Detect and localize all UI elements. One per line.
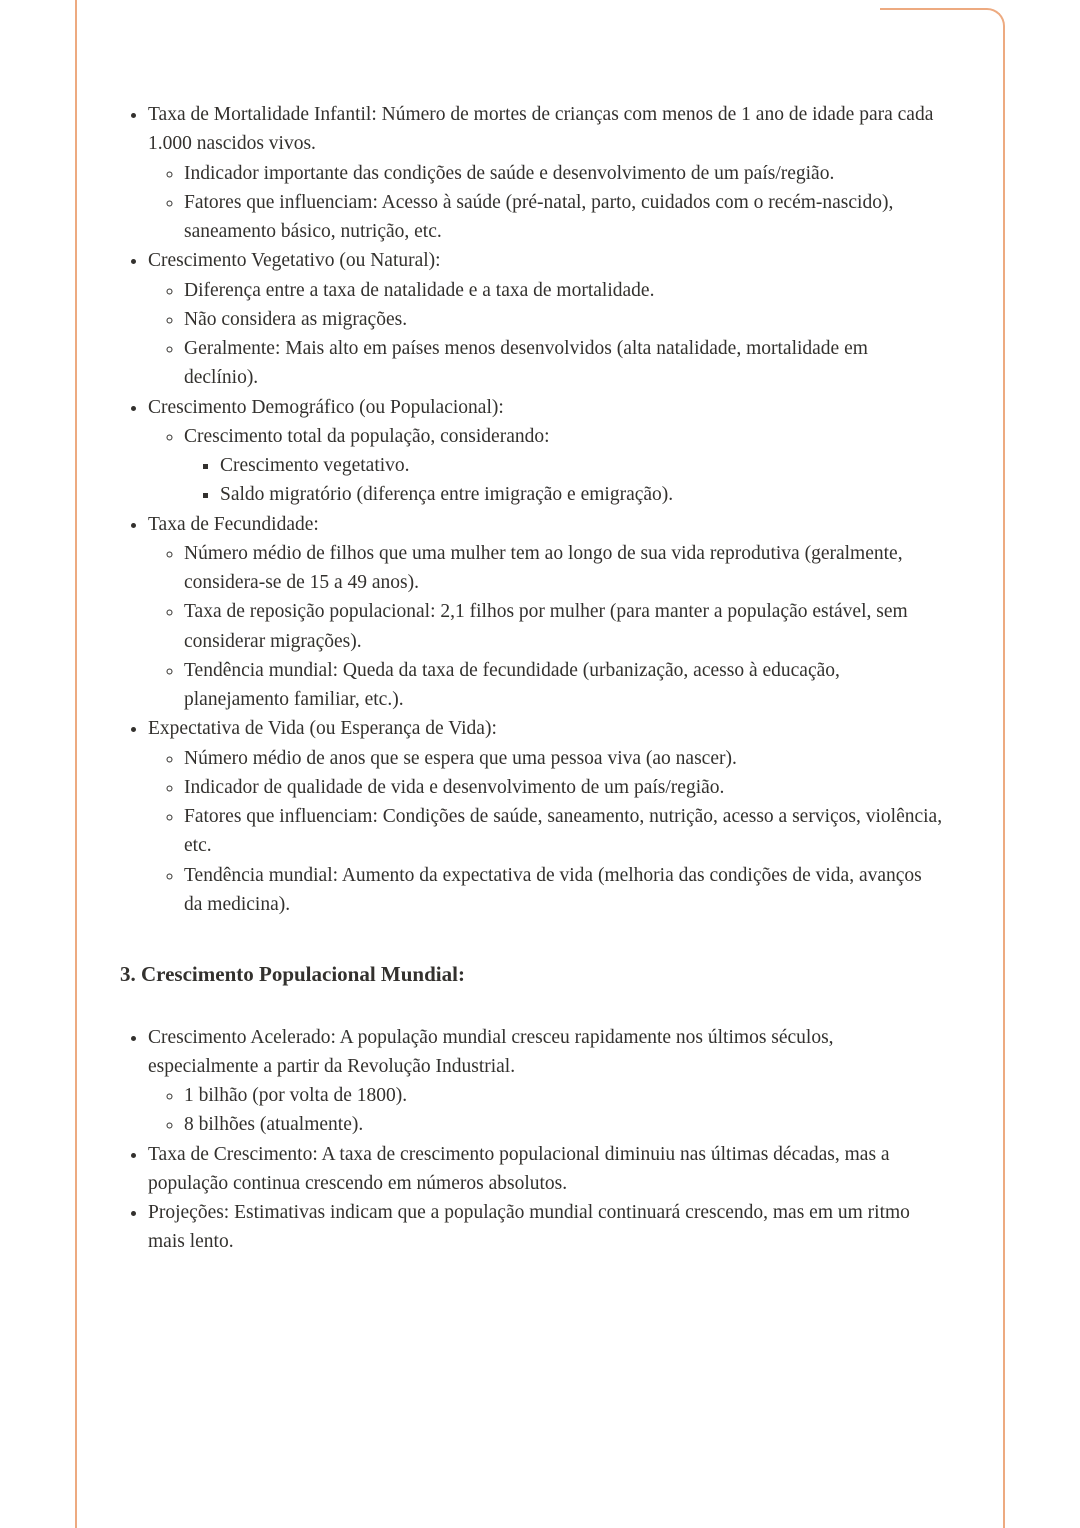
bullet-list: [148, 159, 945, 247]
list-item-text: Diferença entre a taxa de natalidade e a taxa de mortalidade.: [184, 279, 655, 301]
list-item: [148, 1023, 945, 1140]
list-item: [184, 276, 945, 305]
bullet-list: [148, 539, 945, 715]
list-item: [148, 246, 945, 392]
list-item-text: Número médio de filhos que uma mulher tem ao longo de sua vida reprodutiva (geralmente, considera-se de 15 a 49 anos).: [184, 542, 903, 593]
list-item: [148, 510, 945, 715]
list-item-text: Crescimento Vegetativo (ou Natural):: [148, 250, 441, 272]
bullet-list: [148, 276, 945, 393]
list-item-text: Não considera as migrações.: [184, 308, 408, 330]
list-item-text: Saldo migratório (diferença entre imigração e emigração).: [220, 484, 674, 506]
list-item: [184, 539, 945, 598]
list-item: [184, 597, 945, 656]
list-item-text: Indicador de qualidade de vida e desenvolvimento de um país/região.: [184, 776, 725, 798]
list-item: [184, 334, 945, 393]
list-item: [148, 393, 945, 510]
section-heading: 3. Crescimento Populacional Mundial:: [120, 962, 465, 986]
list-item: [220, 480, 945, 509]
list-item-text: Crescimento Demográfico (ou Populacional):: [148, 396, 504, 418]
list-item-text: Geralmente: Mais alto em países menos desenvolvidos (alta natalidade, mortalidade em declínio).: [184, 338, 868, 389]
list-item: [148, 1140, 945, 1199]
page-border-left: [75, 0, 77, 1528]
bullet-list: [148, 744, 945, 920]
list-item-text: Crescimento vegetativo.: [220, 455, 410, 476]
list-item: [184, 656, 945, 715]
list-item-text: Tendência mundial: Queda da taxa de fecundidade (urbanização, acesso à educação, planejamento familiar, etc.).: [184, 659, 840, 710]
bullet-list: [120, 100, 945, 919]
list-item-text: Taxa de Mortalidade Infantil: Número de mortes de crianças com menos de 1 ano de idade para cada 1.000 nascidos vivos.: [148, 104, 934, 155]
list-item: [184, 1081, 945, 1110]
list-item: [184, 159, 945, 188]
list-item-text: Projeções: Estimativas indicam que a população mundial continuará crescendo, mas em um ritmo mais lento.: [148, 1202, 910, 1253]
list-item-text: 8 bilhões (atualmente).: [184, 1114, 364, 1136]
bullet-list: [120, 1023, 945, 1257]
bullet-list: [148, 1081, 945, 1140]
bullet-list: [184, 451, 945, 510]
list-item: [184, 1110, 945, 1139]
list-item: [184, 773, 945, 802]
list-item: [148, 1198, 945, 1257]
document-body: [120, 100, 945, 1257]
list-item-text: Expectativa de Vida (ou Esperança de Vida):: [148, 718, 497, 740]
list-item: [148, 714, 945, 919]
list-item-text: Taxa de reposição populacional: 2,1 filhos por mulher (para manter a população estável, sem considerar migrações).: [184, 601, 908, 652]
list-item-text: Indicador importante das condições de saúde e desenvolvimento de um país/região.: [184, 162, 835, 184]
bullet-list: [148, 422, 945, 510]
list-item: [184, 188, 945, 247]
list-item: [184, 744, 945, 773]
list-item: [184, 422, 945, 510]
list-item: [184, 305, 945, 334]
list-item: [220, 451, 945, 480]
list-item-text: Tendência mundial: Aumento da expectativa de vida (melhoria das condições de vida, avanços da medicina).: [184, 864, 922, 915]
list-item: [184, 802, 945, 861]
list-item-text: 1 bilhão (por volta de 1800).: [184, 1085, 408, 1106]
list-item: [148, 100, 945, 246]
list-item-text: Crescimento total da população, considerando:: [184, 425, 550, 447]
list-item-text: Fatores que influenciam: Acesso à saúde (pré-natal, parto, cuidados com o recém-nascido), saneamento básico, nutrição, etc.: [184, 191, 894, 242]
list-item: [184, 861, 945, 920]
list-item-text: Fatores que influenciam: Condições de saúde, saneamento, nutrição, acesso a serviços, violência, etc.: [184, 806, 943, 857]
list-item-text: Taxa de Crescimento: A taxa de crescimento populacional diminuiu nas últimas décadas, mas a população continua crescendo em números absolutos.: [148, 1143, 890, 1194]
list-item-text: Taxa de Fecundidade:: [148, 513, 319, 535]
list-item-text: Crescimento Acelerado: A população mundial cresceu rapidamente nos últimos séculos, especialmente a partir da Revolução Industrial.: [148, 1026, 834, 1077]
list-item-text: Número médio de anos que se espera que uma pessoa viva (ao nascer).: [184, 747, 737, 769]
